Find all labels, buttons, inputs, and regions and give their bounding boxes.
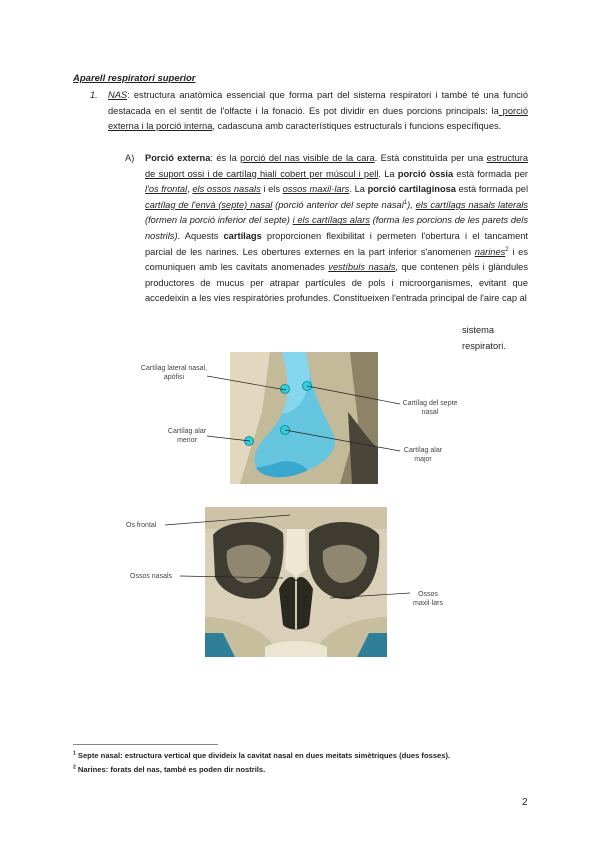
italic-underlined-text: els ossos nasals (192, 184, 261, 195)
underlined-text: porció del nas visible de la cara (240, 153, 375, 163)
label-ossos-nasals: Ossos nasals (130, 573, 173, 580)
italic-text: ), (407, 199, 416, 210)
page-number: 2 (522, 797, 528, 808)
footnote-text: Narines: forats del nas, també es poden dir nostrils. (75, 765, 266, 774)
text: . Està constituïda per una (374, 153, 487, 163)
section-heading: Aparell respiratori superior (73, 73, 196, 84)
footnote-mark: 2 (73, 764, 76, 771)
italic-text: (formen la porció inferior del septe) (145, 215, 293, 226)
text: , (187, 184, 193, 195)
italic-text: (forma les porcions de les parets dels nostrils) (145, 215, 528, 241)
text: sistema (462, 325, 495, 335)
italic-underlined-text: els cartílags nasals laterals (415, 199, 528, 210)
list-number: 1. (90, 90, 98, 100)
italic-underlined-text: vestíbuls nasals (328, 262, 396, 273)
italic-underlined-text: narines (474, 246, 506, 257)
text: i els (260, 184, 283, 195)
text: . Aquests (177, 230, 224, 241)
bold-text: porció òssia (397, 168, 454, 179)
text: i es comuniquen amb les cavitats anomenades (145, 246, 528, 273)
label-cartilag-alar-menor: Cartílag alar menor (167, 428, 207, 444)
italic-underlined-text: ossos maxil·lars (282, 184, 350, 195)
list-label: A) (125, 153, 135, 163)
footnote-ref: 1 (403, 199, 408, 206)
footnote-separator (73, 744, 218, 745)
text: proporcionen flexibilitat i permeten l'obertura i el tancament parcial de les narines. Les obertures externes en la part inferior s'anomenen (145, 230, 528, 257)
text: . La (349, 184, 368, 195)
footnote-mark: 1 (73, 750, 76, 757)
term-porcio-externa: Porció externa (145, 153, 211, 163)
text: . La (378, 168, 398, 179)
footnote-1 (73, 751, 450, 760)
bold-text: porció cartilaginosa (367, 184, 456, 195)
text: està formada pel (455, 184, 529, 195)
text: , cadascuna amb característiques estructurals i funcions específiques. (212, 121, 502, 131)
label-cartilag-lateral: Cartílag lateral nasal, apòfisi (140, 365, 208, 381)
underlined-text: estructura de suport ossi i de cartílag hialí cobert per múscul i pell (145, 153, 529, 179)
text: respiratori. (462, 341, 506, 351)
label-cartilag-alar-major: Cartílag alar major (403, 447, 443, 463)
footnote-text: Septe nasal: estructura vertical que divideix la cavitat nasal en dues meitats simètriques (dues fosses). (75, 751, 451, 760)
label-cartilag-septe: Cartílag del septe nasal (402, 400, 458, 416)
italic-text: (porció anterior del septe nasal (272, 199, 404, 210)
underlined-text: porció externa i la porció interna (108, 105, 528, 131)
italic-underlined-text: l'os frontal (145, 184, 188, 195)
text: , que contenen pèls i glàndules productores de mucus per atrapar partícules de pols i microorganismes, evitant que accedeixin a les vies respiratòries profundes. Constitueixen l'entrada principal de l'aire cap al (145, 262, 529, 304)
italic-underlined-text: cartílag de l'envà (septe) nasal (145, 199, 273, 210)
bold-text: cartílags (223, 230, 262, 241)
label-ossos-maxillars: Ossos maxil·lars (413, 591, 443, 607)
text: : estructura anatòmica essencial que forma part del sistema respiratori i també té una funció destacada en el sentit de l'olfacte i la fonació. Es pot dividir en dues porcions principals: la (108, 90, 528, 116)
text: està formada per (453, 168, 528, 179)
term-nas: NAS (108, 90, 128, 100)
footnote-ref: 2 (505, 246, 509, 253)
text: : és la (210, 153, 241, 163)
italic-underlined-text: i els cartílags alars (292, 215, 370, 226)
footnote-2 (73, 765, 265, 774)
label-os-frontal: Os frontal (126, 522, 157, 529)
